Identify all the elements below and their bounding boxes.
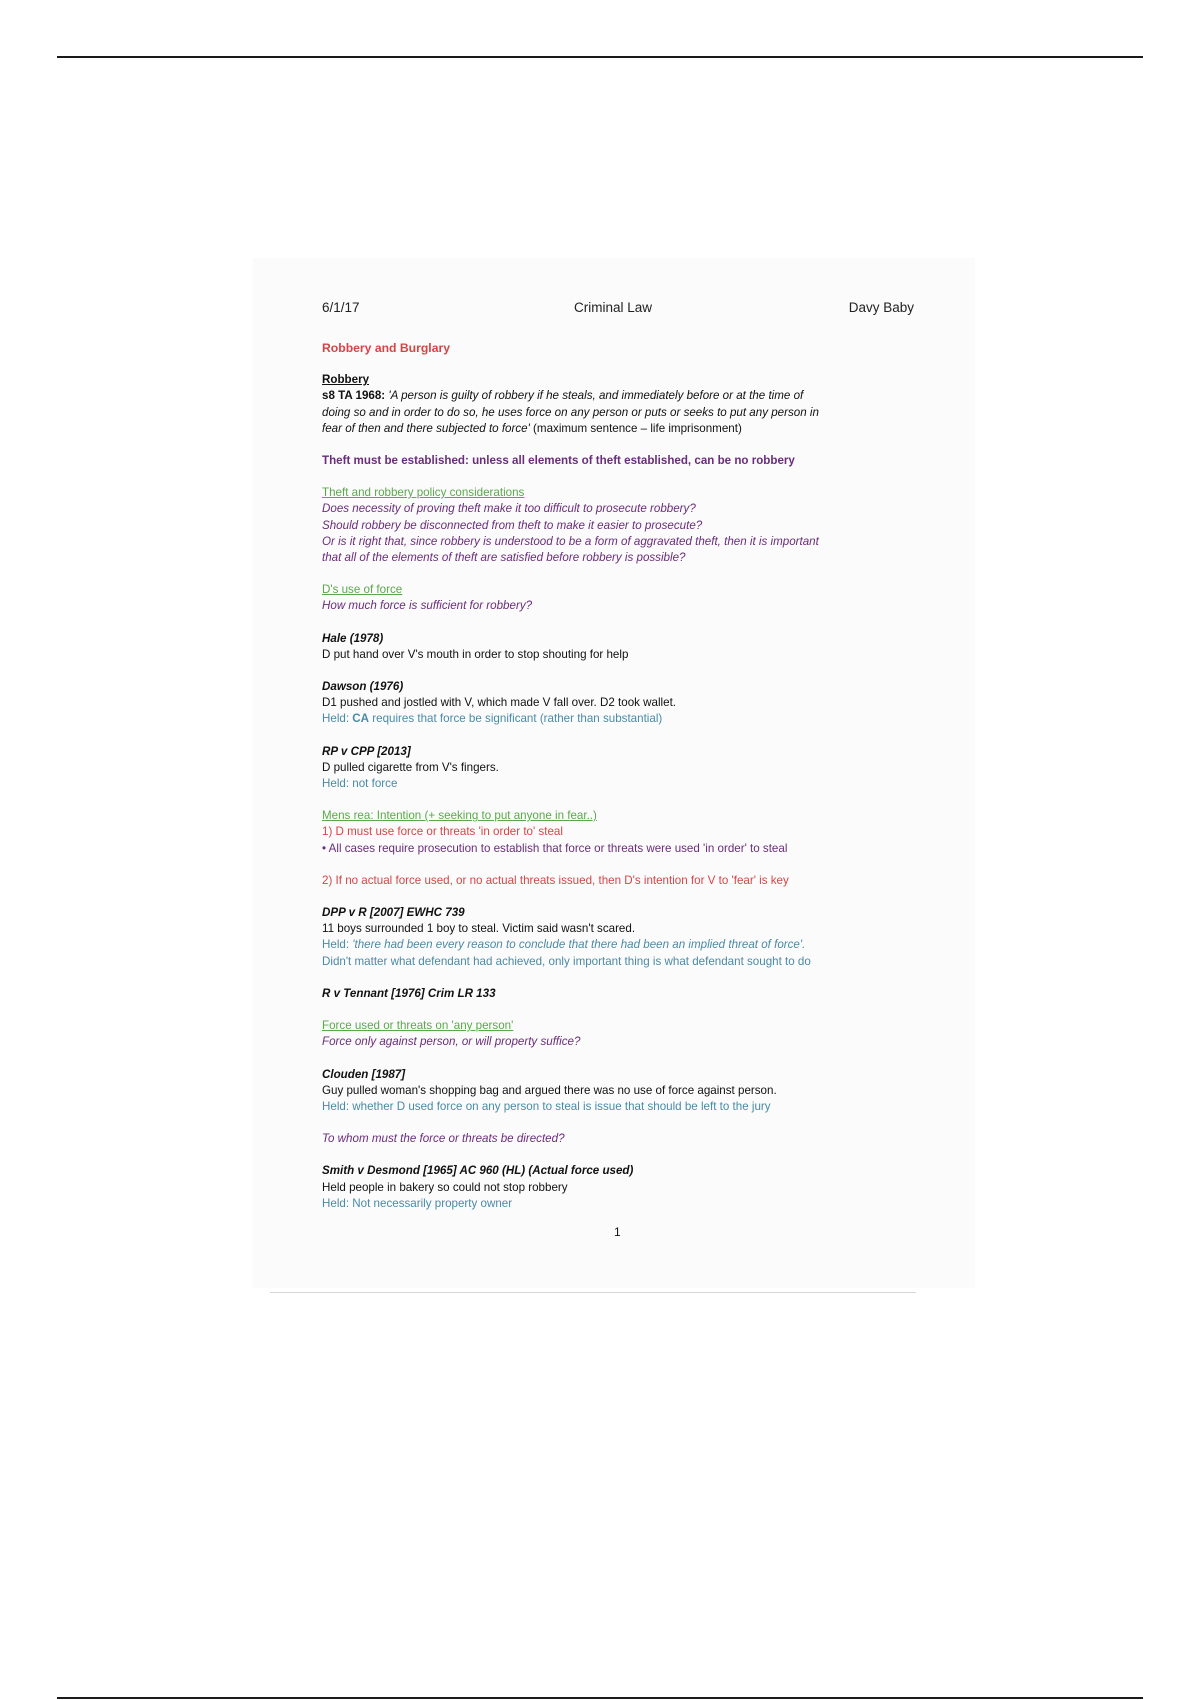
case-dawson-facts: D1 pushed and jostled with V, which made V fall over. D2 took wallet. [322,696,677,710]
held-prefix: Held: [322,712,353,726]
case-smith-name: Smith v Desmond [1965] AC 960 (HL) (Actual force used) [322,1164,634,1178]
bottom-rule [57,1697,1143,1699]
policy-q2: Should robbery be disconnected from theft to make it easier to prosecute? [322,518,703,532]
dpp-held-prefix: Held: [322,938,353,952]
force-question: How much force is sufficient for robbery? [322,599,533,613]
policy-heading: Theft and robbery policy considerations [322,486,525,500]
mens-rea-heading: Mens rea: Intention (+ seeking to put anyone in fear..) [322,809,597,823]
statute-note: (maximum sentence – life imprisonment) [529,421,742,435]
page-bottom-edge [270,1292,916,1293]
case-smith-held: Held: Not necessarily property owner [322,1196,513,1210]
policy-q4: that all of the elements of theft are satisfied before robbery is possible? [322,551,686,565]
case-rp-held: Held: not force [322,777,398,791]
case-hale-facts: D put hand over V's mouth in order to stop shouting for help [322,647,629,661]
theft-rule: Theft must be established: unless all elements of theft established, can be no robbery [322,454,795,468]
policy-q1: Does necessity of proving theft make it too difficult to prosecute robbery? [322,502,696,516]
top-rule [57,56,1143,58]
statute-label: s8 TA 1968: [322,389,386,403]
header-subject: Criminal Law [574,300,653,315]
page-header [322,300,914,316]
statute-line-3 [322,421,914,437]
case-clouden-held: Held: whether D used force on any person to steal is issue that should be left to the jury [322,1099,771,1113]
case-dpp-held-2: Didn't matter what defendant had achieved, only important thing is what defendant sought to do [322,954,811,968]
page-content [322,300,914,1212]
document-title: Robbery and Burglary [322,341,450,355]
case-smith-facts: Held people in bakery so could not stop robbery [322,1180,568,1194]
case-dpp-held [322,937,914,953]
any-person-question: Force only against person, or will property suffice? [322,1035,581,1049]
case-rp-facts: D pulled cigarette from V's fingers. [322,760,499,774]
mens-rea-point-2: 2) If no actual force used, or no actual threats issued, then D's intention for V to 'fear' is key [322,873,789,887]
any-person-heading: Force used or threats on 'any person' [322,1019,514,1033]
robbery-heading: Robbery [322,373,370,387]
case-rp-name: RP v CPP [2013] [322,744,411,758]
case-dpp-name: DPP v R [2007] EWHC 739 [322,906,465,920]
directed-question: To whom must the force or threats be directed? [322,1132,565,1146]
page-number: 1 [614,1225,621,1239]
statute-text-3: fear of then and there subjected to force' [322,421,530,435]
held-rest: requires that force be significant (rather than substantial) [369,712,663,726]
case-dpp-facts: 11 boys surrounded 1 boy to steal. Victim said wasn't scared. [322,922,636,936]
case-hale-name: Hale (1978) [322,631,384,645]
case-dawson-name: Dawson (1976) [322,680,404,694]
statute-text-1: 'A person is guilty of robbery if he steals, and immediately before or at the time of [385,389,804,403]
case-dawson-held [322,711,914,727]
force-heading: D's use of force [322,583,403,597]
case-clouden-name: Clouden [1987] [322,1067,406,1081]
header-date: 6/1/17 [322,300,360,315]
statute-line-2: doing so and in order to do so, he uses force on any person or puts or seeks to put any person in [322,405,819,419]
policy-q3: Or is it right that, since robbery is understood to be a form of aggravated theft, then it is important [322,534,819,548]
dpp-held-quote: 'there had been every reason to conclude that there had been an implied threat of force'. [352,938,806,952]
header-author: Davy Baby [848,300,914,315]
case-tennant-name: R v Tennant [1976] Crim LR 133 [322,986,496,1000]
mens-rea-bullet: • All cases require prosecution to establish that force or threats were used 'in order' to steal [322,841,788,855]
case-clouden-facts: Guy pulled woman's shopping bag and argued there was no use of force against person. [322,1083,777,1097]
statute-line-1 [322,388,914,404]
held-ca: CA [352,712,370,726]
mens-rea-point-1: 1) D must use force or threats 'in order to' steal [322,825,563,839]
